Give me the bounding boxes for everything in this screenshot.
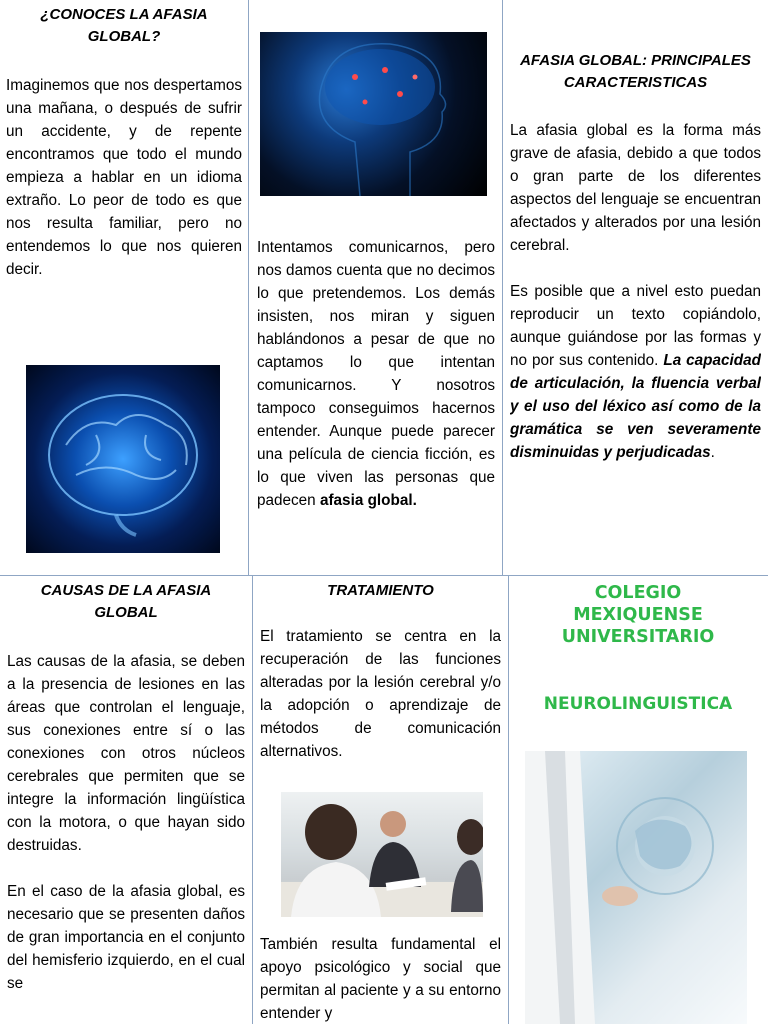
head-brain-image [260,32,487,196]
characteristics-paragraph: Es posible que a nivel esto puedan reproducir un texto copiándolo, aunque guiándose por las formas y no por sus contenido. La capacidad de articulación, la fluencia verbal y el uso del léxico así como de la gramática se ven severamente disminuidas y perjudicadas. [510,283,761,461]
therapy-session-image [281,792,483,917]
panel-causes [7,580,245,1024]
panel-characteristics [510,50,761,570]
school-name: COLEGIO MEXIQUENSE UNIVERSITARIO [561,583,715,647]
panel-characteristics-title: AFASIA GLOBAL: PRINCIPALES CARACTERISTICAS [520,52,751,91]
blue-brain-image [26,365,220,553]
column-divider [248,0,249,576]
panel-intro-text: Imaginemos que nos despertamos una mañana, o después de sufrir un accidente, y de repente encontramos que todo el mundo empieza a hablar en un idioma extraño. Lo peor de todo es que nos resulta familiar, pero no entendemos lo que nos quieren decir. [6,77,242,278]
causes-paragraph: En el caso de la afasia global, es necesario que se presenten daños de gran importancia en el conjunto del hemisferio izquierdo, en el cual se [7,883,245,992]
panel-story [257,236,495,566]
panel-intro-title: ¿CONOCES LA AFASIA GLOBAL? [40,6,208,45]
subject-title: NEUROLINGUISTICA [543,694,733,714]
treatment-paragraph: El tratamiento se centra en la recuperación de las funciones alteradas por la lesión cerebral y/o la adopción o aprendizaje de métodos de comunicación alternativos. [260,628,501,760]
medical-technology-image [525,751,747,1024]
panel-story-text: Intentamos comunicarnos, pero nos damos cuenta que no decimos lo que pretendemos. Los demás insisten, nos miran y siguen hablándonos a pesar de que no captamos lo que intentan comunicarnos. Y nosotros tampoco conseguimos hacernos entender. Aunque puede parecer una película de ciencia ficción, es lo que viven las personas que padecen afasia global. [257,239,495,509]
column-divider [508,576,509,1024]
characteristics-paragraph: La afasia global es la forma más grave de afasia, debido a que todos o gran parte de los diferentes aspectos del lenguaje se encuentran afectados y alterados por una lesión cerebral. [510,122,761,254]
causes-paragraph: Las causas de la afasia, se deben a la presencia de lesiones en las áreas que controlan el lenguaje, sus conexiones entre sí o las conexiones con otros núcleos cerebrales que permiten que se integre la información lingüística con la motora, o que hayan sido destruidas. [7,653,245,854]
treatment-paragraph: También resulta fundamental el apoyo psicológico y social que permitan al paciente y a su entorno entender y [260,936,501,1022]
column-divider [502,0,503,576]
panel-causes-title: CAUSAS DE LA AFASIA GLOBAL [40,582,212,621]
row-divider [0,575,768,576]
column-divider [252,576,253,1024]
panel-treatment-title: TRATAMIENTO [327,582,434,599]
